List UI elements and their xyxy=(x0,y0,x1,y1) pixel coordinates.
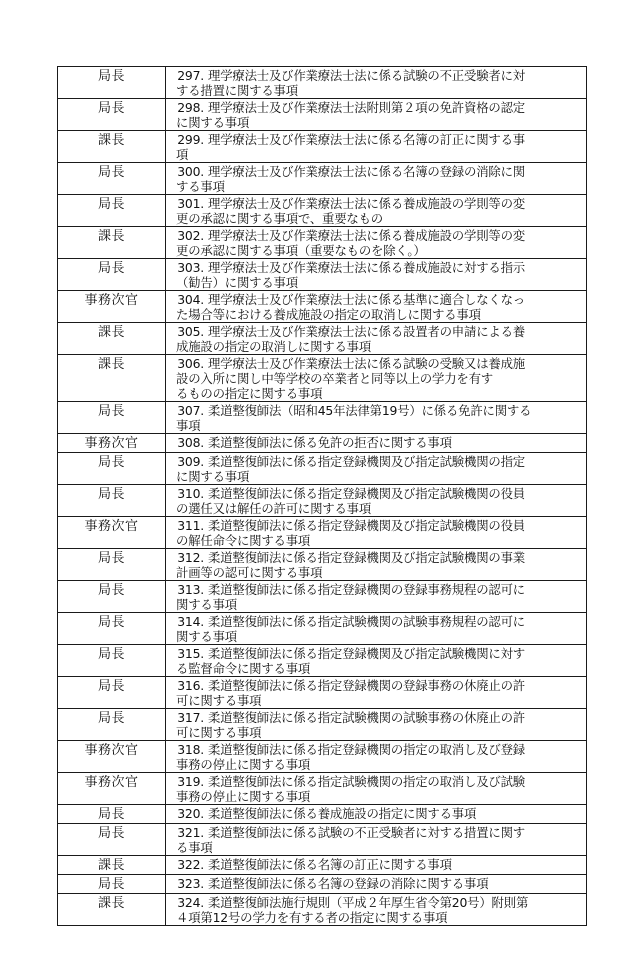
authority-table-body xyxy=(58,67,587,926)
item-number: 303. xyxy=(177,260,204,275)
table-row xyxy=(58,259,587,291)
authority-level-cell: 事務次官 xyxy=(58,434,166,453)
matter-cell xyxy=(166,581,587,613)
matter-line xyxy=(170,132,580,147)
authority-level-cell: 局長 xyxy=(58,195,166,227)
authority-level-cell: 課長 xyxy=(58,227,166,259)
table-row xyxy=(58,323,587,355)
authority-level-cell: 局長 xyxy=(58,99,166,131)
item-number: 312. xyxy=(177,550,204,565)
matter-cell xyxy=(166,99,587,131)
table-row xyxy=(58,709,587,741)
matter-continuation: する事項 xyxy=(176,179,225,194)
matter-line xyxy=(170,324,580,339)
matter-continuation: 更の承認に関する事項で、重要なもの xyxy=(176,211,383,226)
matter-continuation: 設の入所に関し中等学校の卒業者と同等以上の学力を有す xyxy=(176,371,493,386)
matter-continuation: ４項第12号の学力を有する者の指定に関する事項 xyxy=(176,910,448,925)
table-row xyxy=(58,773,587,805)
matter-cell xyxy=(166,517,587,549)
matter-line xyxy=(170,825,580,840)
matter-cell xyxy=(166,434,587,453)
item-number: 318. xyxy=(177,742,204,757)
matter-continuation: の解任命令に関する事項 xyxy=(176,533,311,548)
item-number: 313. xyxy=(177,582,204,597)
table-row xyxy=(58,485,587,517)
table-row xyxy=(58,645,587,677)
matter-cell xyxy=(166,355,587,402)
matter-cell xyxy=(166,402,587,434)
matter-text: 理学療法士及び作業療法士法に係る名簿の訂正に関する事 xyxy=(208,132,525,147)
table-row xyxy=(58,227,587,259)
matter-text: 柔道整復師法に係る試験の不正受験者に対する措置に関す xyxy=(208,825,525,840)
authority-level-cell: 局長 xyxy=(58,581,166,613)
matter-continuation: 事務の停止に関する事項 xyxy=(176,757,311,772)
matter-line xyxy=(170,518,580,533)
matter-cell xyxy=(166,131,587,163)
matter-cell xyxy=(166,613,587,645)
matter-line xyxy=(170,582,580,597)
table-row xyxy=(58,402,587,434)
matter-continuation: 項 xyxy=(176,147,189,162)
authority-level-cell: 局長 xyxy=(58,402,166,434)
item-number: 321. xyxy=(177,825,204,840)
matter-line xyxy=(170,228,580,243)
table-row xyxy=(58,875,587,894)
matter-line xyxy=(170,292,580,307)
matter-text: 理学療法士及び作業療法士法附則第２項の免許資格の認定 xyxy=(208,100,525,115)
table-row xyxy=(58,434,587,453)
matter-continuation: の選任又は解任の許可に関する事項 xyxy=(176,501,372,516)
table-row xyxy=(58,805,587,824)
authority-level-cell: 局長 xyxy=(58,709,166,741)
authority-level-cell: 局長 xyxy=(58,613,166,645)
matter-cell xyxy=(166,549,587,581)
item-number: 323. xyxy=(177,876,204,891)
matter-continuation: 可に関する事項 xyxy=(176,725,262,740)
matter-text: 柔道整復師法に係る指定試験機関の試験事務の休廃止の許 xyxy=(208,710,525,725)
table-row xyxy=(58,355,587,402)
item-number: 317. xyxy=(177,710,204,725)
matter-continuation: 事務の停止に関する事項 xyxy=(176,789,311,804)
matter-continuation: に関する事項 xyxy=(176,115,250,130)
matter-text: 柔道整復師法に係る指定登録機関の指定の取消し及び登録 xyxy=(208,742,525,757)
matter-cell xyxy=(166,195,587,227)
matter-cell xyxy=(166,163,587,195)
authority-level-cell: 課長 xyxy=(58,894,166,926)
matter-cell xyxy=(166,677,587,709)
item-number: 305. xyxy=(177,324,204,339)
item-number: 311. xyxy=(177,518,204,533)
matter-cell xyxy=(166,805,587,824)
item-number: 320. xyxy=(177,806,204,821)
matter-continuation: する措置に関する事項 xyxy=(176,83,298,98)
authority-level-cell: 局長 xyxy=(58,549,166,581)
item-number: 324. xyxy=(177,895,204,910)
matter-line xyxy=(170,857,580,872)
table-row xyxy=(58,677,587,709)
matter-text: 柔道整復師法（昭和45年法律第19号）に係る免許に関する xyxy=(208,403,532,418)
matter-cell xyxy=(166,67,587,99)
item-number: 310. xyxy=(177,486,204,501)
matter-text: 柔道整復師法に係る指定登録機関の登録事務規程の認可に xyxy=(208,582,525,597)
authority-level-cell: 局長 xyxy=(58,163,166,195)
matter-continuation: 更の承認に関する事項（重要なものを除く。） xyxy=(176,243,426,258)
table-row xyxy=(58,195,587,227)
matter-text: 柔道整復師法に係る指定登録機関及び指定試験機関の指定 xyxy=(208,454,525,469)
matter-text: 柔道整復師法に係る指定試験機関の試験事務規程の認可に xyxy=(208,614,525,629)
matter-line xyxy=(170,196,580,211)
item-number: 301. xyxy=(177,196,204,211)
matter-text: 理学療法士及び作業療法士法に係る基準に適合しなくなっ xyxy=(208,292,525,307)
matter-continuation: 関する事項 xyxy=(176,597,237,612)
matter-line xyxy=(170,454,580,469)
item-number: 297. xyxy=(177,68,204,83)
matter-line xyxy=(170,164,580,179)
table-row xyxy=(58,741,587,773)
item-number: 314. xyxy=(177,614,204,629)
matter-line xyxy=(170,550,580,565)
authority-level-cell: 課長 xyxy=(58,355,166,402)
matter-continuation: 計画等の認可に関する事項 xyxy=(176,565,323,580)
table-row xyxy=(58,581,587,613)
matter-continuation: る事項 xyxy=(176,840,213,855)
table-row xyxy=(58,67,587,99)
table-row xyxy=(58,99,587,131)
item-number: 319. xyxy=(177,774,204,789)
matter-text: 理学療法士及び作業療法士法に係る養成施設に対する指示 xyxy=(208,260,525,275)
matter-text: 理学療法士及び作業療法士法に係る設置者の申請による養 xyxy=(208,324,525,339)
matter-text: 理学療法士及び作業療法士法に係る名簿の登録の消除に関 xyxy=(208,164,525,179)
matter-cell xyxy=(166,291,587,323)
matter-line xyxy=(170,710,580,725)
matter-line xyxy=(170,260,580,275)
table-row xyxy=(58,549,587,581)
matter-text: 柔道整復師法に係る指定登録機関の登録事務の休廃止の許 xyxy=(208,678,525,693)
authority-level-cell: 課長 xyxy=(58,856,166,875)
matter-cell xyxy=(166,709,587,741)
item-number: 322. xyxy=(177,857,204,872)
table-row xyxy=(58,163,587,195)
authority-level-cell: 局長 xyxy=(58,259,166,291)
matter-text: 理学療法士及び作業療法士法に係る試験の不正受験者に対 xyxy=(208,68,525,83)
matter-text: 柔道整復師法に係る養成施設の指定に関する事項 xyxy=(208,806,477,821)
matter-cell xyxy=(166,323,587,355)
item-number: 298. xyxy=(177,100,204,115)
authority-level-cell: 局長 xyxy=(58,485,166,517)
table-row xyxy=(58,517,587,549)
matter-text: 柔道整復師法に係る免許の拒否に関する事項 xyxy=(208,435,452,450)
matter-continuation: 成施設の指定の取消しに関する事項 xyxy=(176,339,372,354)
item-number: 309. xyxy=(177,454,204,469)
matter-continuation: に関する事項 xyxy=(176,469,250,484)
authority-level-cell: 局長 xyxy=(58,677,166,709)
matter-continuation: （勧告）に関する事項 xyxy=(176,275,298,290)
matter-text: 柔道整復師法に係る名簿の訂正に関する事項 xyxy=(208,857,452,872)
matter-line xyxy=(170,876,580,891)
matter-text: 柔道整復師法に係る指定登録機関及び指定試験機関の役員 xyxy=(208,486,525,501)
matter-text: 柔道整復師法に係る指定登録機関及び指定試験機関の役員 xyxy=(208,518,525,533)
authority-level-cell: 局長 xyxy=(58,824,166,856)
matter-continuation: 可に関する事項 xyxy=(176,693,262,708)
matter-line xyxy=(170,356,580,371)
matter-line xyxy=(170,435,580,450)
table-row xyxy=(58,894,587,926)
item-number: 306. xyxy=(177,356,204,371)
matter-text: 理学療法士及び作業療法士法に係る養成施設の学則等の変 xyxy=(208,196,525,211)
matter-cell xyxy=(166,894,587,926)
matter-cell xyxy=(166,875,587,894)
matter-cell xyxy=(166,856,587,875)
authority-level-cell: 局長 xyxy=(58,805,166,824)
matter-cell xyxy=(166,259,587,291)
matter-line xyxy=(170,100,580,115)
table-row xyxy=(58,824,587,856)
matter-cell xyxy=(166,485,587,517)
authority-level-cell: 局長 xyxy=(58,67,166,99)
matter-line xyxy=(170,646,580,661)
matter-text: 理学療法士及び作業療法士法に係る養成施設の学則等の変 xyxy=(208,228,525,243)
matter-continuation: 関する事項 xyxy=(176,629,237,644)
matter-line xyxy=(170,486,580,501)
matter-line xyxy=(170,806,580,821)
authority-level-cell: 事務次官 xyxy=(58,291,166,323)
table-row xyxy=(58,453,587,485)
item-number: 315. xyxy=(177,646,204,661)
matter-line xyxy=(170,403,580,418)
matter-text: 柔道整復師法施行規則（平成２年厚生省令第20号）附則第 xyxy=(208,895,529,910)
matter-line xyxy=(170,895,580,910)
item-number: 316. xyxy=(177,678,204,693)
item-number: 307. xyxy=(177,403,204,418)
table-row xyxy=(58,291,587,323)
table-row xyxy=(58,613,587,645)
table-row xyxy=(58,856,587,875)
matter-line xyxy=(170,614,580,629)
matter-continuation: るものの指定に関する事項 xyxy=(176,386,323,401)
matter-text: 理学療法士及び作業療法士法に係る試験の受験又は養成施 xyxy=(208,356,525,371)
item-number: 308. xyxy=(177,435,204,450)
matter-continuation: 事項 xyxy=(176,418,201,433)
matter-text: 柔道整復師法に係る指定登録機関及び指定試験機関に対す xyxy=(208,646,525,661)
authority-level-cell: 局長 xyxy=(58,875,166,894)
matter-cell xyxy=(166,227,587,259)
matter-cell xyxy=(166,453,587,485)
matter-line xyxy=(170,774,580,789)
authority-level-cell: 課長 xyxy=(58,323,166,355)
matter-cell xyxy=(166,773,587,805)
matter-text: 柔道整復師法に係る名簿の登録の消除に関する事項 xyxy=(208,876,489,891)
authority-level-cell: 事務次官 xyxy=(58,773,166,805)
authority-level-cell: 局長 xyxy=(58,645,166,677)
matter-line xyxy=(170,68,580,83)
matter-continuation: た場合等における養成施設の指定の取消しに関する事項 xyxy=(176,307,481,322)
item-number: 299. xyxy=(177,132,204,147)
table-row xyxy=(58,131,587,163)
authority-level-cell: 事務次官 xyxy=(58,517,166,549)
matter-cell xyxy=(166,645,587,677)
matter-cell xyxy=(166,824,587,856)
matter-line xyxy=(170,678,580,693)
matter-cell xyxy=(166,741,587,773)
authority-level-cell: 事務次官 xyxy=(58,741,166,773)
matter-line xyxy=(170,742,580,757)
item-number: 300. xyxy=(177,164,204,179)
matter-text: 柔道整復師法に係る指定試験機関の指定の取消し及び試験 xyxy=(208,774,525,789)
item-number: 302. xyxy=(177,228,204,243)
matter-continuation: る監督命令に関する事項 xyxy=(176,661,311,676)
authority-table xyxy=(57,66,587,926)
matter-text: 柔道整復師法に係る指定登録機関及び指定試験機関の事業 xyxy=(208,550,525,565)
authority-level-cell: 局長 xyxy=(58,453,166,485)
authority-level-cell: 課長 xyxy=(58,131,166,163)
item-number: 304. xyxy=(177,292,204,307)
